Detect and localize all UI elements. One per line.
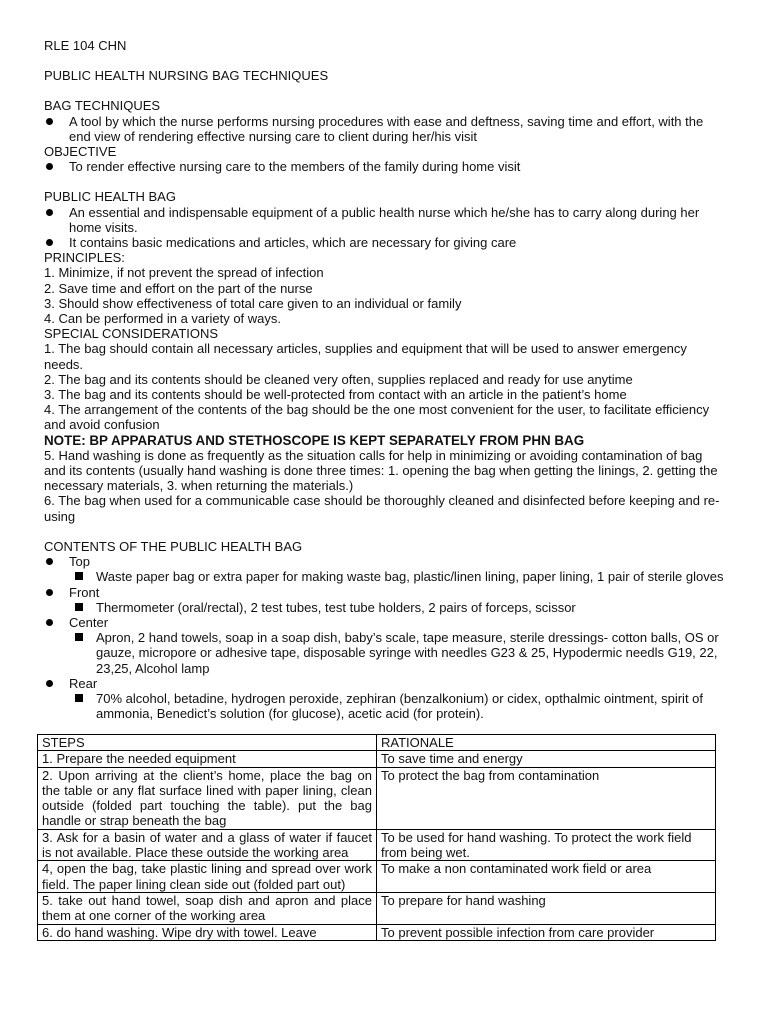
bullet-dot-icon (46, 209, 53, 216)
table-row (38, 892, 716, 924)
principles-heading: PRINCIPLES: (44, 250, 125, 266)
rationale-cell: To make a non contaminated work field or area (377, 861, 716, 893)
section-label: Top (69, 554, 90, 570)
section-label: Front (69, 584, 100, 600)
contents-top (44, 554, 724, 569)
square-bullet-icon (75, 694, 83, 702)
rationale-header: RATIONALE (377, 735, 716, 751)
special-item-5: 5. Hand washing is done as frequently as the situation calls for help in minimizing or avoiding contamination of bag and its contents (usually hand washing is done three times: 1. opening the bag when getting the linings, 2. getting the necessary materials, 3. when returning the materials.) (44, 447, 718, 494)
bag-techniques-heading: BAG TECHNIQUES (44, 98, 161, 114)
rationale-cell: To prepare for hand washing (377, 892, 716, 924)
principle-item: 4. Can be performed in a variety of ways. (44, 311, 282, 327)
bullet-dot-icon (46, 558, 53, 565)
table-row (38, 751, 716, 767)
document-page (44, 38, 724, 721)
phb-bullet-1 (44, 205, 724, 235)
bullet-text: To render effective nursing care to the members of the family during home visit (69, 159, 521, 175)
objective-heading: OBJECTIVE (44, 144, 117, 160)
step-cell: 4, open the bag, take plastic lining and spread over work field. The paper lining clean side out (folded part out) (38, 861, 377, 893)
item-text: Apron, 2 hand towels, soap in a soap dish, baby’s scale, tape measure, sterile dressings- cotton balls, OS or gauze, micropore or adhesive tape, disposable syringe with needles G23 & 25, Hypodermic needls G19, 22, 23,25, Alcohol lamp (96, 630, 719, 676)
bullet-text: It contains basic medications and articles, which are necessary for giving care (69, 235, 517, 251)
contents-top-item (44, 569, 724, 584)
bullet-text: A tool by which the nurse performs nursing procedures with ease and deftness, saving time and effort, with the end view of rendering effective nursing care to client during her/his visit (69, 113, 704, 144)
rationale-cell: To be used for hand washing. To protect the work field from being wet. (377, 829, 716, 861)
square-bullet-icon (75, 603, 83, 611)
principle-item: 2. Save time and effort on the part of the nurse (44, 280, 313, 296)
bag-techniques-bullet (44, 114, 724, 144)
principle-item: 1. Minimize, if not prevent the spread of infection (44, 265, 324, 281)
special-considerations-heading: SPECIAL CONSIDERATIONS (44, 326, 219, 342)
special-item-2: 2. The bag and its contents should be cleaned very often, supplies replaced and ready for use anytime (44, 371, 633, 387)
item-text: Waste paper bag or extra paper for making waste bag, plastic/linen lining, paper lining, 1 pair of sterile gloves (96, 569, 724, 585)
rationale-cell: To save time and energy (377, 751, 716, 767)
contents-center-item (44, 630, 724, 676)
special-item-3: 3. The bag and its contents should be well-protected from contact with an article in the patient’s home (44, 387, 627, 403)
step-cell: 6. do hand washing. Wipe dry with towel. Leave (38, 924, 377, 940)
contents-heading: CONTENTS OF THE PUBLIC HEALTH BAG (44, 538, 303, 554)
square-bullet-icon (75, 633, 83, 641)
document-title: PUBLIC HEALTH NURSING BAG TECHNIQUES (44, 68, 329, 84)
objective-bullet (44, 159, 724, 174)
contents-rear (44, 676, 724, 691)
contents-rear-item (44, 691, 724, 721)
bullet-dot-icon (46, 589, 53, 596)
bullet-dot-icon (46, 619, 53, 626)
section-label: Center (69, 614, 109, 630)
rationale-cell: To prevent possible infection from care provider (377, 924, 716, 940)
principle-item: 3. Should show effectiveness of total care given to an individual or family (44, 295, 462, 311)
bullet-dot-icon (46, 118, 53, 125)
course-code: RLE 104 CHN (44, 38, 127, 53)
table-row (38, 924, 716, 940)
rationale-cell: To protect the bag from contamination (377, 767, 716, 829)
item-text: Thermometer (oral/rectal), 2 test tubes, test tube holders, 2 pairs of forceps, scissor (96, 599, 576, 615)
contents-front (44, 585, 724, 600)
item-text: 70% alcohol, betadine, hydrogen peroxide, zephiran (benzalkonium) or cidex, opthalmic ointment, spirit of ammonia, Benedict’s solution (for glucose), acetic acid (for protein). (96, 690, 704, 722)
special-item-1: 1. The bag should contain all necessary articles, supplies and equipment that will be used to answer emergency needs. (44, 341, 687, 372)
step-cell: 3. Ask for a basin of water and a glass of water if faucet is not available. Place these outside the working area (38, 829, 377, 861)
table-row (38, 767, 716, 829)
special-item-4: 4. The arrangement of the contents of the bag should be the one most convenient for the user, to facilitate efficiency and avoid confusion (44, 402, 710, 433)
bp-note: NOTE: BP APPARATUS AND STETHOSCOPE IS KEPT SEPARATELY FROM PHN BAG (44, 432, 585, 448)
steps-header: STEPS (38, 735, 377, 751)
step-cell: 1. Prepare the needed equipment (38, 751, 377, 767)
bullet-dot-icon (46, 163, 53, 170)
section-label: Rear (69, 675, 98, 691)
table-header-row (38, 735, 716, 751)
bullet-text: An essential and indispensable equipment of a public health nurse which he/she has to carry along during her home visits. (69, 204, 700, 235)
table-row (38, 829, 716, 861)
contents-center (44, 615, 724, 630)
special-item-6: 6. The bag when used for a communicable case should be thoroughly cleaned and disinfected before keeping and re-using (44, 493, 720, 524)
phb-bullet-2 (44, 235, 724, 250)
square-bullet-icon (75, 572, 83, 580)
bullet-dot-icon (46, 680, 53, 687)
bullet-dot-icon (46, 239, 53, 246)
step-cell: 5. take out hand towel, soap dish and apron and place them at one corner of the working area (38, 892, 377, 924)
steps-table (37, 734, 716, 941)
table-row (38, 861, 716, 893)
step-cell: 2. Upon arriving at the client’s home, place the bag on the table or any flat surface lined with paper lining, clean outside (folded part touching the table). put the bag handle or strap beneath the bag (38, 767, 377, 829)
public-health-bag-heading: PUBLIC HEALTH BAG (44, 189, 176, 205)
contents-front-item (44, 600, 724, 615)
